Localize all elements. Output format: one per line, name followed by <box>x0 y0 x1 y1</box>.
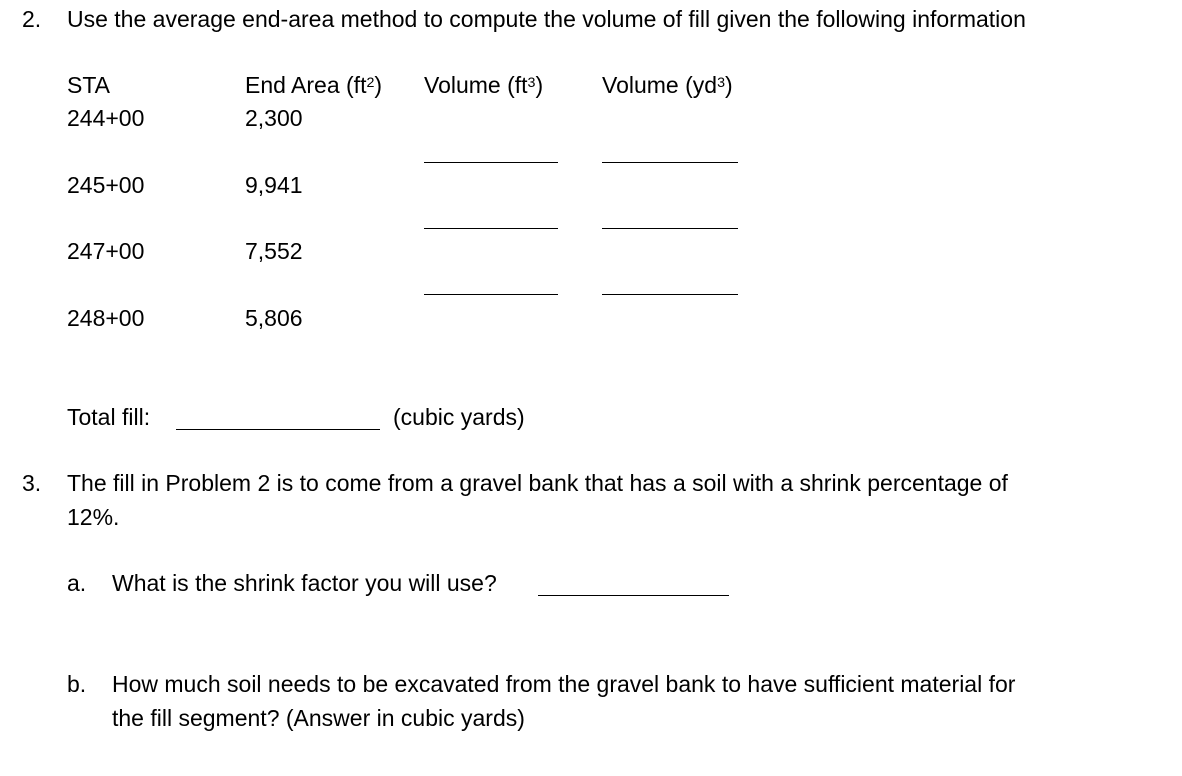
row-3-area: 7,552 <box>245 238 303 264</box>
row-4-sta: 248+00 <box>67 305 145 331</box>
volume-ft3-blank-1[interactable] <box>424 162 558 163</box>
part-a-question: What is the shrink factor you will use? <box>112 570 497 596</box>
total-fill-units: (cubic yards) <box>393 404 525 430</box>
volume-ft3-blank-3[interactable] <box>424 294 558 295</box>
part-a-label: a. <box>67 570 87 596</box>
row-3-sta: 247+00 <box>67 238 145 264</box>
header-volume-yd3: Volume $(yd^3)$ <box>602 72 733 98</box>
problem-2-prompt: Use the average end-area method to compute the volume of fill given the following information <box>67 6 1026 32</box>
problem-2-number: 2. <box>22 6 42 32</box>
header-volume-ft3: Volume $(ft^3)$ <box>424 72 544 98</box>
volume-yd3-blank-3[interactable] <box>602 294 738 295</box>
row-1-sta: 244+00 <box>67 105 145 131</box>
problem-3-prompt-line-2: 12%. <box>67 504 120 530</box>
problem-3-number: 3. <box>22 470 42 496</box>
part-b-question-line-1: How much soil needs to be excavated from the gravel bank to have sufficient material for <box>112 671 1016 697</box>
volume-ft3-blank-2[interactable] <box>424 228 558 229</box>
part-b-question-line-2: the fill segment? (Answer in cubic yards) <box>112 705 525 731</box>
row-1-area: 2,300 <box>245 105 303 131</box>
problem-3-prompt-line-1: The fill in Problem 2 is to come from a gravel bank that has a soil with a shrink percentage of <box>67 470 1008 496</box>
row-2-sta: 245+00 <box>67 172 145 198</box>
header-end-area: End Area $(ft^2)$ <box>245 72 383 98</box>
shrink-factor-blank[interactable] <box>538 595 729 596</box>
row-2-area: 9,941 <box>245 172 303 198</box>
volume-yd3-blank-1[interactable] <box>602 162 738 163</box>
header-sta: STA <box>67 72 111 98</box>
volume-yd3-blank-2[interactable] <box>602 228 738 229</box>
part-b-label: b. <box>67 671 87 697</box>
total-fill-blank[interactable] <box>176 429 380 430</box>
row-4-area: 5,806 <box>245 305 303 331</box>
total-fill-label: Total fill: <box>67 404 151 430</box>
